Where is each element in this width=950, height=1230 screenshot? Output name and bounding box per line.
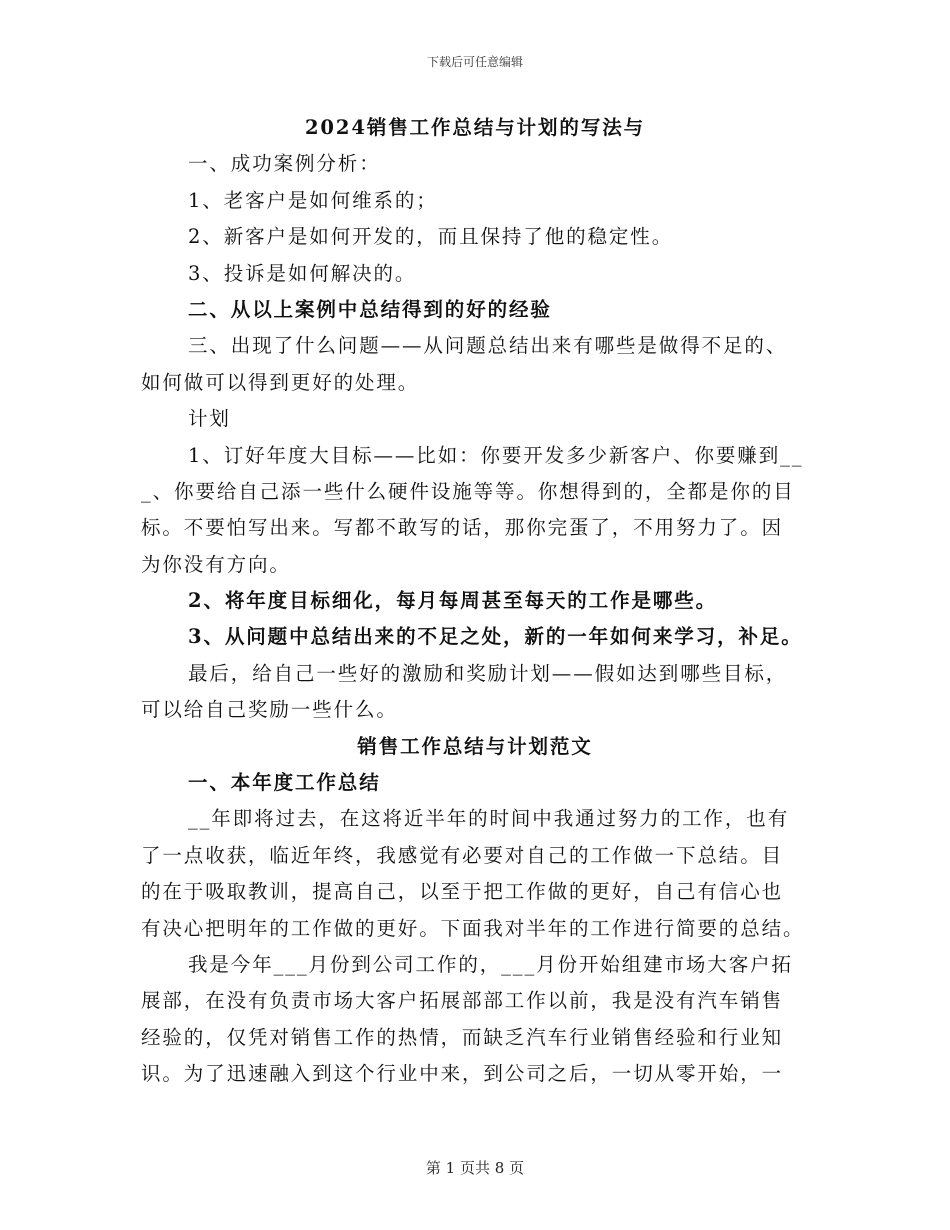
doc-line-5: 3、投诉是如何解决的。: [188, 261, 417, 285]
doc-line-19: 一、本年度工作总结: [188, 771, 381, 795]
doc-line-16: 最后，给自己一些好的激励和奖励计划——假如达到哪些目标，: [188, 661, 788, 685]
doc-line-27: 识。为了迅速融入到这个行业中来，到公司之后，一切从零开始，一: [141, 1062, 784, 1086]
doc-line-12: 标。不要怕写出来。写都不敢写的话，那你完蛋了，不用努力了。因: [141, 516, 784, 540]
doc-line-26: 经验的，仅凭对销售工作的热情，而缺乏汽车行业销售经验和行业知: [141, 1025, 784, 1049]
doc-line-7: 三、出现了什么问题——从问题总结出来有哪些是做得不足的、: [188, 334, 788, 358]
page-header: 下载后可任意编辑: [426, 55, 523, 69]
doc-line-1: 2024销售工作总结与计划的写法与: [304, 116, 646, 139]
doc-line-4: 2、新客户是如何开发的，而且保持了他的稳定性。: [188, 225, 674, 249]
document-body: [141, 110, 809, 1093]
doc-line-23: 有决心把明年的工作做的更好。下面我对半年的工作进行简要的总结。: [141, 916, 805, 940]
doc-line-11: _、你要给自己添一些什么硬件设施等等。你想得到的，全都是你的目: [141, 479, 795, 503]
doc-line-8: 如何做可以得到更好的处理。: [141, 370, 420, 394]
page-footer: 第 1 页共 8 页: [425, 1159, 525, 1177]
doc-line-25: 展部，在没有负责市场大客户拓展部部工作以前，我是没有汽车销售: [141, 989, 784, 1013]
doc-line-10: 1、订好年度大目标——比如：你要开发多少新客户、你要赚到__: [188, 443, 804, 467]
doc-line-14: 2、将年度目标细化，每月每周甚至每天的工作是哪些。: [188, 589, 718, 613]
doc-line-20: __年即将过去，在这将近半年的时间中我通过努力的工作，也有: [188, 807, 790, 831]
doc-line-2: 一、成功案例分析：: [188, 152, 381, 176]
doc-line-9: 计划: [188, 407, 231, 431]
doc-line-21: 了一点收获，临近年终，我感觉有必要对自己的工作做一下总结。目: [141, 843, 784, 867]
doc-line-3: 1、老客户是如何维系的；: [188, 188, 438, 212]
doc-line-18: 销售工作总结与计划范文: [357, 734, 593, 758]
doc-line-24: 我是今年___月份到公司工作的，___月份开始组建市场大客户拓: [188, 952, 793, 976]
doc-line-15: 3、从问题中总结出来的不足之处，新的一年如何来学习，补足。: [188, 625, 803, 649]
doc-line-13: 为你没有方向。: [141, 552, 291, 576]
doc-line-17: 可以给自己奖励一些什么。: [141, 698, 398, 722]
doc-line-6: 二、从以上案例中总结得到的好的经验: [188, 297, 552, 321]
doc-line-22: 的在于吸取教训，提高自己，以至于把工作做的更好，自己有信心也: [141, 880, 784, 904]
